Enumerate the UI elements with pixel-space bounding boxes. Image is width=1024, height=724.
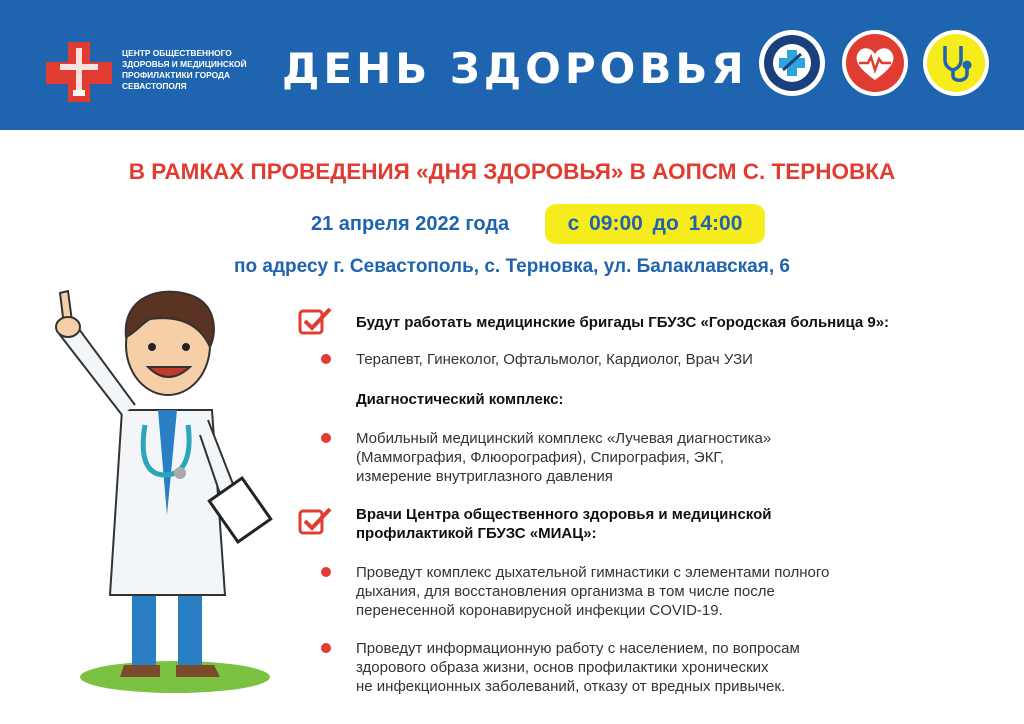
section2-heading [356,505,772,543]
diag-item-line: (Маммография, Флюорография), Спирография, ЭКГ, [356,449,724,466]
section2-item2 [356,639,800,696]
section2-item2-line: здорового образа жизни, основ профилактики хронических [356,659,769,676]
diag-heading: Диагностический комплекс: [356,391,564,408]
stethoscope-icon [923,30,989,96]
section1-item: Терапевт, Гинеколог, Офтальмолог, Кардиолог, Врач УЗИ [356,351,753,368]
section2-item1-line: дыхания, для восстановления организма в том числе после [356,583,775,600]
bullet-icon [321,643,331,653]
organization-name: ЦЕНТР ОБЩЕСТВЕННОГО ЗДОРОВЬЯ И МЕДИЦИНСКОЙ ПРОФИЛАКТИКИ ГОРОДА СЕВАСТОПОЛЯ [122,48,247,91]
bullet-icon [321,354,331,364]
header-banner [0,0,1024,130]
event-time-badge: с 09:00 до 14:00 [545,204,765,244]
event-subtitle: В РАМКАХ ПРОВЕДЕНИЯ «ДНЯ ЗДОРОВЬЯ» В АОПСМ С. ТЕРНОВКА [128,159,896,184]
page-title: ДЕНЬ ЗДОРОВЬЯ [282,44,748,93]
bullet-icon [321,567,331,577]
heart-pulse-icon [842,30,908,96]
section2-item1 [356,563,829,620]
checkmark-icon [298,507,332,535]
section2-item1-line: перенесенной коронавирусной инфекции COVID-19. [356,602,723,619]
doctor-illustration-icon [40,285,290,705]
event-date: 21 апреля 2022 года [311,213,510,235]
bullet-icon [321,433,331,443]
section2-heading-line: профилактикой ГБУЗС «МИАЦ»: [356,525,597,542]
medical-cross-logo-icon [46,42,112,102]
section2-item2-line: Проведут информационную работу с населением, по вопросам [356,640,800,657]
diag-item-line: измерение внутриглазного давления [356,468,613,485]
diag-item-line: Мобильный медицинский комплекс «Лучевая диагностика» [356,430,772,447]
checkmark-icon [298,307,332,335]
event-address: по адресу г. Севастополь, с. Терновка, ул. Балаклавская, 6 [234,256,790,277]
date-time-row [0,204,1024,244]
diag-item [356,429,771,486]
section1-heading: Будут работать медицинские бригады ГБУЗС «Городская больница 9»: [356,314,890,331]
medical-emblem-icon [759,30,825,96]
section2-item1-line: Проведут комплекс дыхательной гимнастики с элементами полного [356,564,830,581]
section2-heading-line: Врачи Центра общественного здоровья и медицинской [356,506,772,523]
section2-item2-line: не инфекционных заболеваний, отказу от вредных привычек. [356,678,786,695]
